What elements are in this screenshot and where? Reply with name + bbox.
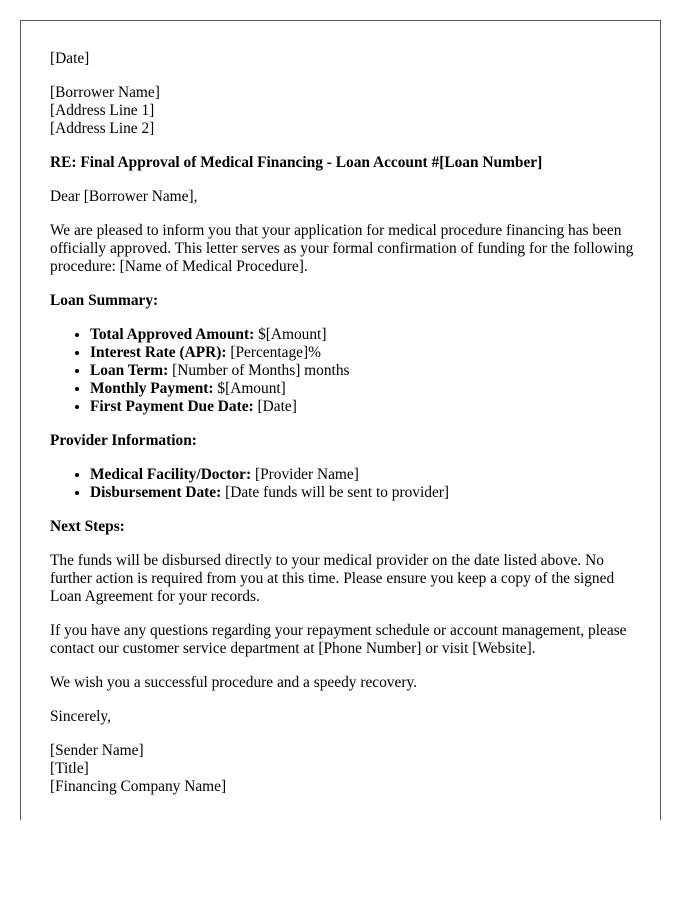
list-item-value: [Date]	[253, 398, 297, 415]
salutation: Dear [Borrower Name],	[50, 188, 198, 205]
loan-summary-list	[50, 326, 640, 416]
list-item-value: [Number of Months] months	[168, 362, 350, 379]
list-item	[90, 326, 640, 344]
company-name: [Financing Company Name]	[50, 778, 227, 795]
list-item-value: [Percentage]%	[226, 344, 321, 361]
list-item	[90, 380, 640, 398]
list-item	[90, 344, 640, 362]
recipient-address-block	[50, 84, 640, 138]
list-item-label: Monthly Payment:	[90, 380, 214, 397]
valediction: Sincerely,	[50, 708, 111, 725]
next-steps-heading: Next Steps:	[50, 518, 125, 535]
letter-date: [Date]	[50, 50, 90, 67]
intro-paragraph: We are pleased to inform you that your application for medical procedure financing has been officially approved. This letter serves as your formal confirmation of funding for the following procedure: [Name of Medical Procedure].	[50, 222, 634, 275]
sender-title: [Title]	[50, 760, 89, 777]
recipient-address-line-1: [Address Line 1]	[50, 102, 155, 119]
list-item-value: $[Amount]	[254, 326, 327, 343]
recipient-address-line-2: [Address Line 2]	[50, 120, 155, 137]
sender-name: [Sender Name]	[50, 742, 144, 759]
closing-wish: We wish you a successful procedure and a speedy recovery.	[50, 674, 417, 691]
letter-content	[50, 50, 640, 796]
list-item-label: Disbursement Date:	[90, 484, 222, 501]
list-item	[90, 466, 640, 484]
list-item-value: [Provider Name]	[251, 466, 359, 483]
list-item-label: Medical Facility/Doctor:	[90, 466, 252, 483]
provider-information-list	[50, 466, 640, 502]
list-item	[90, 484, 640, 502]
list-item-label: Loan Term:	[90, 362, 169, 379]
list-item	[90, 398, 640, 416]
subject-line: RE: Final Approval of Medical Financing - Loan Account #[Loan Number]	[50, 154, 543, 171]
list-item-label: Total Approved Amount:	[90, 326, 255, 343]
signature-block	[50, 742, 640, 796]
list-item-value: $[Amount]	[213, 380, 286, 397]
recipient-name: [Borrower Name]	[50, 84, 160, 101]
list-item	[90, 362, 640, 380]
list-item-label: Interest Rate (APR):	[90, 344, 227, 361]
list-item-label: First Payment Due Date:	[90, 398, 254, 415]
letter-page	[20, 20, 661, 820]
contact-paragraph: If you have any questions regarding your repayment schedule or account management, please contact our customer service department at [Phone Number] or visit [Website].	[50, 622, 627, 657]
next-steps-paragraph: The funds will be disbursed directly to your medical provider on the date listed above. No further action is required from you at this time. Please ensure you keep a copy of the signed Loan Agreement for your records.	[50, 552, 615, 605]
loan-summary-heading: Loan Summary:	[50, 292, 159, 309]
list-item-value: [Date funds will be sent to provider]	[221, 484, 450, 501]
provider-information-heading: Provider Information:	[50, 432, 197, 449]
